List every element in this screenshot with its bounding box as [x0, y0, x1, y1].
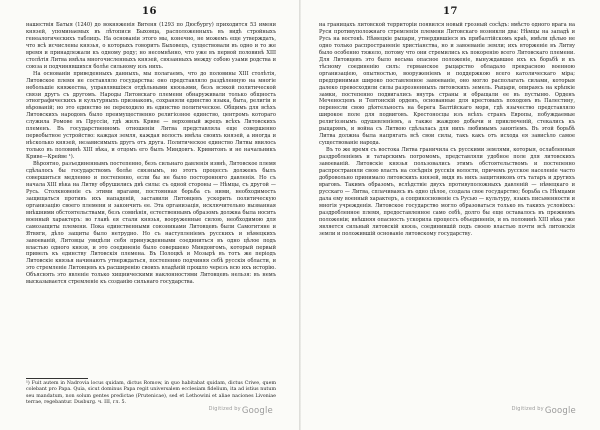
paragraph: Въ то же время съ востока Литва граничила съ русскими землями, которыя, ослабленныя раздробленіемъ и татарскимъ погромомъ, представляли удобное поле для литовскихъ завоеваній. Литовскіе князья пользовались этимъ обстоятельствомъ и постепенно распространяли свою власть на сосѣднія русскія волости, причемъ русское населеніе часто добровольно принимало литовскихъ князей, видя въ нихъ защитниковъ отъ татаръ и другихъ враговъ. Такимъ образомъ, вслѣдствіе двухъ противуположныхъ давленій — нѣмецкаго и русскаго — Литва, сплачиваясь въ одно цѣлое, создала свое государство; борьба съ Нѣмцами дала ему военный характеръ, а соприкосновеніе съ Русью — культуру, языкъ письменности и многія учрежденія. Литовское государство могло образоваться только въ такихъ условіяхъ: раздробленное племя, предоставленное само себѣ, долго бы еще оставалось въ прежнемъ положеніи; внѣшняя опасность ускорила процессъ объединенія, и въ половинѣ XIII вѣка уже является сильный литовскій князь, соединившій подъ своею властью почти всѣ литовскія земли и положившій основаніе литовскому государству. [319, 147, 575, 237]
watermark-logo-text: Google [544, 406, 576, 416]
right-page [301, 0, 600, 430]
watermark-logo-text: Google [241, 406, 273, 416]
footnote-divider [26, 378, 88, 379]
google-watermark [209, 406, 273, 416]
watermark-by: Digitized by [511, 406, 544, 412]
body-text [26, 22, 276, 286]
paragraph: Вѣроятно, разъединеннымъ постепенно, безъ сильнаго давленія извнѣ, Литовское племя сдѣлалось бы государствомъ болѣе связнымъ, но этотъ процессъ долженъ былъ совершиться медленно и постепенно, если бы не было посторонняго давленія. Но съ начала XIII вѣка на Литву обрушились двѣ силы: съ одной стороны — Нѣмцы, съ другой — Русь. Столкновеніе съ этими врагами, постоянная борьба съ ними, необходимость защищаться противъ ихъ нападеній, заставили Литовцевъ ускорить политическую организацію своего племени и закончить ее. Эта организація, исключительно вызванная внѣшними обстоятельствами, безъ сомнѣнія, естественнымъ образомъ должна была носить военный характеръ: во главѣ ея стали князья, вооруженные силою, необходимою для самозащиты племени. Пока единственными союзниками Литовцевъ были Самогитяне и Ятвяги, дѣло защиты было нетрудно. Но съ наступленіемъ русскихъ и нѣмецкихъ завоеваній, Литовцы увидѣли себя принужденными соединиться въ одно цѣлое подъ властью одного князя, и это соединеніе было совершено Миндовгомъ, который первый привелъ къ единству Литовскія племена. Въ Полоцкѣ и Мозырѣ въ тотъ же періодъ Литовскіе князья начинаютъ утверждаться, постепенно подчиняя себѣ русскія области, и это стремленіе Литовцевъ къ расширенію своихъ владѣній прошло черезъ всю ихъ исторію. Объяснять это явленіе только хищническими наклонностями Литовцевъ нельзя: въ немъ высказывается стремленіе къ созданію сильнаго государства. [26, 161, 276, 286]
footnote: ¹) Fuit autem in Nadrovia locus quidam, dictus Romow, in quo habitabat quidam, dictus Criwe, quem colebant pro Papa. Quia, sicut dominus Papa regit universalem ecclesiam fidelium, ita ad istius nutum seu mandatum, non solum gentes predictae (Prutenicae), sed et Lethowini et aliae naciones Livoniae terrae, regebantur. Dusburg. ч. III, гл. 5. [26, 381, 276, 405]
page-number: 16 [142, 6, 157, 17]
google-watermark [512, 406, 576, 416]
page-number: 17 [443, 6, 458, 17]
paragraph: На основаніи приведенныхъ данныхъ, мы полагаемъ, что до половины XIII столѣтія, Литовское племя не составляло государства: оно представляло раздѣленную на многіе небольшіе княжества, управлявшіяся отдѣльными князьями, безъ всякой политической связи другъ съ другомъ. Народы Литовскаго племени обнаруживали только общность этнографическихъ и культурныхъ признаковъ, сохраняли единство языка, быта, религіи и вѣрованій; но это единство не переходило въ единство политическое. Общимъ для всѣхъ Литовскихъ народовъ было преимущественно религіозное единство, центромъ котораго служила Ромове въ Пруссіи, гдѣ жилъ Криве — верховный жрецъ всѣхъ Литовскихъ племенъ. Въ государственномъ отношеніи Литва представляла еще совершенно первобытное устройство: каждая земля, каждая волость имѣла своихъ князей, а иногда и нѣсколько князей, независимыхъ другъ отъ друга. Политическое единство Литвы явилось только въ половинѣ XIII вѣка, и отцомъ его былъ Миндовгъ. Кривитонъ и не начальникъ Криве—Крейве ¹). [26, 70, 276, 161]
body-text [319, 22, 575, 238]
left-page [0, 0, 299, 430]
paragraph: нашествія Батыя (1240) до вокняженія Витеня (1293 по Дюсбургу) приходится 53 имени князей, упоминаемых въ лѣтописи Быховца, расположенныхъ въ видѣ стройныхъ генеалогическихъ таблицъ. На основаніи этого мы, конечно, не можемъ еще утверждать, что всѣ исчислены князья, о которыхъ говоритъ Быховецъ, существовали въ одно и то же время и принадлежали къ одному роду; но несомнѣнно, что уже въ первой половинѣ XIII столѣтія Литва имѣла многочисленныхъ князей, связанныхъ между собою узами родства и союза и подчинявшихся болѣе сильному изъ нихъ. [26, 22, 276, 70]
watermark-by: Digitized by [208, 406, 241, 412]
paragraph: на границахъ литовской территоріи появился новый грозный сосѣдъ: вмѣсто одного врага на Руси противуположнаго стремленія племени Литовскаго возникли два: Нѣмцы на западѣ и Русь на востокѣ. Нѣмецкіе рыцари, утвердившіеся въ прибалтійскомъ краѣ, имѣли цѣлью не одно только распространеніе христіанства, но и завоеваніе земли; ихъ вторженіе въ Литву было особенно тяжело, потому что они стремились къ покоренію всего Литовскаго племени. Для Литовцевъ это было весьма опасное положеніе, вынуждавшее ихъ къ борьбѣ и къ тѣсному соединенію силъ: германское рыцарство обладало прекрасною военною организаціею, опытностью, вооруженіемъ и поддержкою всего католическаго міра; предпринимая широко поставленное завоеваніе, оно могло располагать силами, которыя далеко превосходили силы разрозненныхъ литовскихъ земель. Рыцари, опираясь на крѣпкіе замки, постепенно подвигались внутрь страны и обращали ее въ пустыню. Орденъ Меченосцевъ и Тевтонскій орденъ, основанные для крестовыхъ походовъ въ Палестину, перенесли свою дѣятельность на берега Балтійскаго моря, гдѣ язычество представляло широкое поле для подвиговъ. Крестоносцы изъ всѣхъ странъ Европы, побуждаемые религіознымъ одушевленіемъ, а также жаждою добычи и приключеній, стекались къ рыцарямъ, и война съ Литвою сдѣлалась для нихъ любимымъ занятіемъ. Въ этой борьбѣ Литва должна была напрягать всѣ свои силы, такъ какъ отъ исхода ея зависѣло самое существованіе народа. [319, 22, 575, 147]
